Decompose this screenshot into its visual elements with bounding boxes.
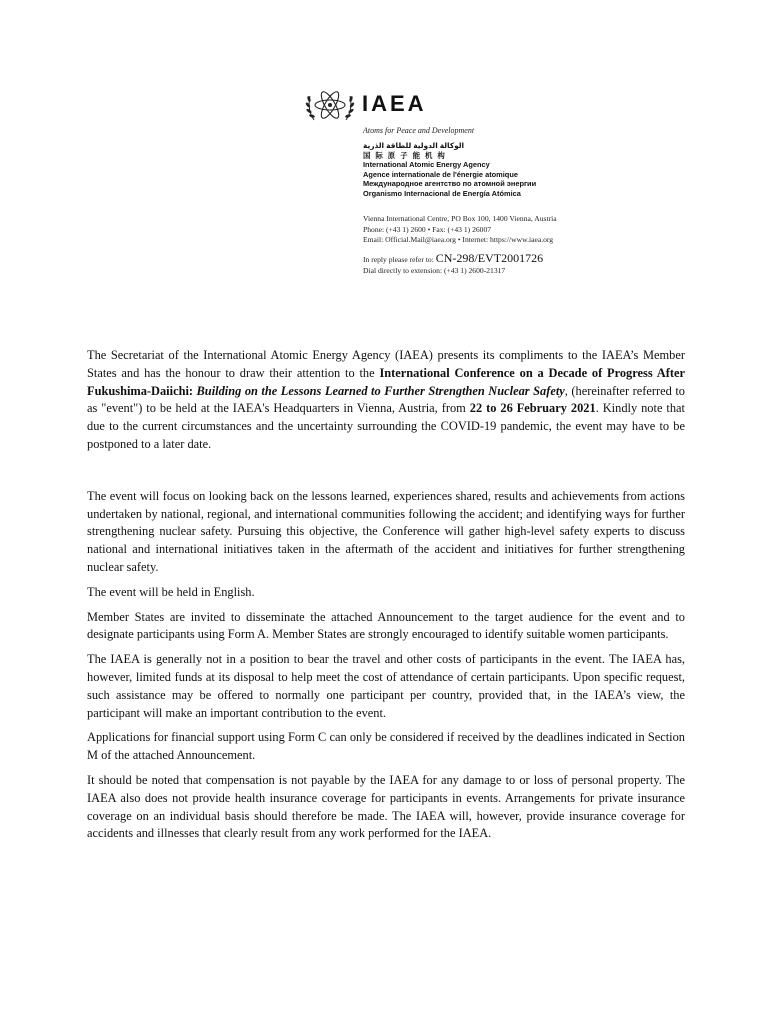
paragraph-insurance: It should be noted that compensation is not payable by the IAEA for any damage to or loss of personal property. The IAEA also does not provide health insurance coverage for participants in events. Arrangements for private insurance coverage on an individual basis should therefore be made. The IAEA will, however, provide insurance coverage for accidents and illnesses that clearly result from any work performed for the IAEA. — [87, 772, 685, 841]
iaea-wordmark: IAEA — [362, 91, 427, 116]
contact-address — [363, 214, 557, 246]
paragraph-intro — [87, 347, 685, 454]
agency-name-spanish: Organismo Internacional de Energía Atómica — [363, 188, 521, 198]
reference-number: CN-298/EVT2001726 — [435, 251, 544, 265]
paragraph-focus: The event will focus on looking back on the lessons learned, experiences shared, results and achievements from actions undertaken by national, regional, and international communities following the accident; and identifying ways for further strengthening nuclear safety. Pursuing this objective, the Conference will gather high-level safety experts to discuss national and international initiatives taken in the aftermath of the accident and initiatives for further strengthening nuclear safety. — [87, 488, 685, 574]
reply-label: In reply please refer to: — [363, 255, 434, 264]
agency-name-arabic: الوكالة الدولية للطاقة الذرية — [363, 141, 465, 150]
paragraph-language: The event will be held in English. — [87, 584, 255, 599]
paragraph-financial-support: Applications for financial support using Form C can only be considered if received by the deadlines indicated in Section M of the attached Announcement. — [87, 730, 685, 763]
intro-text-end: . Kindly note that due to the current circumstances and the uncertainty surrounding the COVID-19 pandemic, the event may have to be postponed to a later date. — [87, 401, 685, 451]
address-line: Vienna International Centre, PO Box 100, 1400 Vienna, Austria — [363, 214, 557, 223]
agency-name-french: Agence internationale de l'énergie atomique — [363, 169, 518, 179]
agency-name-english: International Atomic Energy Agency — [363, 160, 490, 169]
conference-subtitle: Building on the Lessons Learned to Further Strengthen Nuclear Safety — [196, 383, 565, 398]
intro-text: The Secretariat of the International Atomic Energy Agency (IAEA) presents its compliments to the IAEA’s Member States and has the honour to draw their attention to the — [87, 348, 685, 380]
motto: Atoms for Peace and Development — [363, 126, 475, 135]
paragraph-costs: The IAEA is generally not in a position to bear the travel and other costs of participants in the event. The IAEA has, however, limited funds at its disposal to help meet the cost of attendance of certain participants. Upon specific request, such assistance may be offered to normally one participant per country, provided that, in the IAEA’s view, the participant will make an important contribution to the event. — [87, 652, 685, 720]
agency-name-russian: Международное агентство по атомной энергии — [363, 179, 537, 188]
paragraph-designation: Member States are invited to disseminate the attached Announcement to the target audience for the event and to designate participants using Form A. Member States are strongly encouraged to identify suitable women participants. — [87, 609, 685, 642]
email-internet-line: Email: Official.Mail@iaea.org • Internet: https://www.iaea.org — [363, 235, 554, 244]
phone-fax-line: Phone: (+43 1) 2600 • Fax: (+43 1) 26007 — [363, 224, 492, 234]
event-dates: 22 to 26 February 2021 — [469, 401, 596, 416]
agency-names — [363, 141, 536, 198]
agency-name-chinese: 国际原子能机构 — [363, 150, 450, 160]
intro-text-cont: , (hereinafter referred to as "event") to be held at the IAEA's Headquarters in Vienna, Austria, from — [87, 383, 685, 416]
iaea-emblem-icon — [304, 86, 356, 124]
letter-body — [87, 347, 685, 843]
reply-reference — [363, 252, 543, 266]
dial-extension: Dial directly to extension: (+43 1) 2600-21317 — [363, 266, 506, 275]
conference-title: International Conference on a Decade of Progress After Fukushima-Daiichi: — [87, 365, 685, 398]
